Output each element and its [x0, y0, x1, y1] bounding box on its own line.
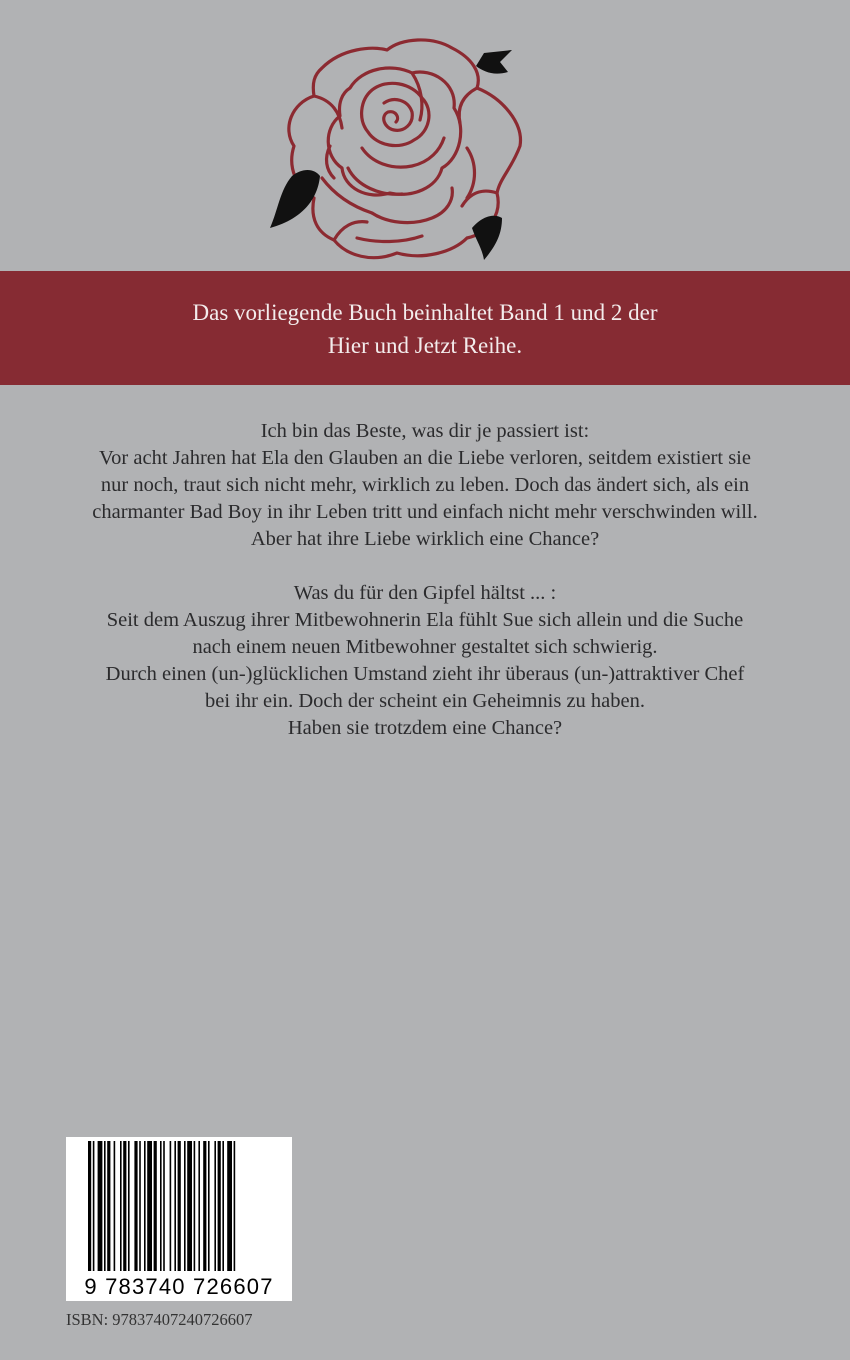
barcode-bars-icon [66, 1137, 292, 1277]
barcode-bar [154, 1141, 157, 1271]
blurb2-line: bei ihr ein. Doch der scheint ein Geheimnis zu haben. [204, 690, 646, 712]
barcode-bar [163, 1141, 165, 1271]
blurb1-line: Aber hat ihre Liebe wirklich eine Chance? [250, 528, 600, 550]
barcode-bar [107, 1141, 110, 1271]
blurb1-line: nur noch, traut sich nicht mehr, wirklich zu leben. Doch das ändert sich, als ein [100, 474, 750, 496]
barcode-bar [214, 1141, 216, 1271]
barcode-bar [147, 1141, 152, 1271]
barcode-bar [144, 1141, 146, 1271]
barcode-bar [104, 1141, 106, 1271]
barcode-digits: 9 783740 726607 [84, 1274, 274, 1299]
blurb1-heading: Ich bin das Beste, was dir je passiert ist: [260, 420, 590, 442]
barcode-bar [208, 1141, 210, 1271]
barcode-bar [93, 1141, 95, 1271]
barcode-bar [178, 1141, 181, 1271]
barcode-bar [170, 1141, 172, 1271]
barcode [66, 1137, 292, 1301]
barcode-bar [139, 1141, 141, 1271]
barcode-bar [174, 1141, 176, 1271]
barcode-bar [120, 1141, 122, 1271]
barcode-bar [123, 1141, 126, 1271]
band-line-1: Das vorliegende Buch beinhaltet Band 1 und 2 der [192, 300, 658, 325]
barcode-bar [222, 1141, 224, 1271]
barcode-bar [234, 1141, 236, 1271]
back-cover-blurb [30, 418, 820, 742]
barcode-bar [128, 1141, 130, 1271]
blurb2-line: Durch einen (un-)glücklichen Umstand zieht ihr überaus (un-)attraktiver Chef [105, 663, 745, 685]
barcode-bar [98, 1141, 103, 1271]
barcode-bar [114, 1141, 116, 1271]
barcode-bar [198, 1141, 200, 1271]
barcode-bar [88, 1141, 91, 1271]
barcode-bar [184, 1141, 186, 1271]
band-line-2: Hier und Jetzt Reihe. [327, 333, 523, 358]
barcode-bar [227, 1141, 232, 1271]
barcode-bar [203, 1141, 206, 1271]
band-text [0, 296, 850, 362]
barcode-bar [134, 1141, 137, 1271]
barcode-bar [194, 1141, 196, 1271]
blurb1-line: charmanter Bad Boy in ihr Leben tritt und einfach nicht mehr verschwinden will. [92, 501, 758, 523]
barcode-bar [187, 1141, 192, 1271]
barcode-bar [218, 1141, 221, 1271]
blurb2-line: Haben sie trotzdem eine Chance? [287, 717, 563, 739]
blurb2-heading: Was du für den Gipfel hältst ... : [293, 582, 557, 604]
blurb2-line: Seit dem Auszug ihrer Mitbewohnerin Ela fühlt Sue sich allein und die Suche [106, 609, 744, 631]
blurb2-line: nach einem neuen Mitbewohner gestaltet sich schwierig. [192, 636, 658, 658]
blurb1-line: Vor acht Jahren hat Ela den Glauben an die Liebe verloren, seitdem existiert sie [99, 447, 751, 469]
rose-illustration [262, 28, 532, 268]
barcode-bar [160, 1141, 162, 1271]
isbn-text: ISBN: 97837407240726607 [66, 1310, 253, 1329]
